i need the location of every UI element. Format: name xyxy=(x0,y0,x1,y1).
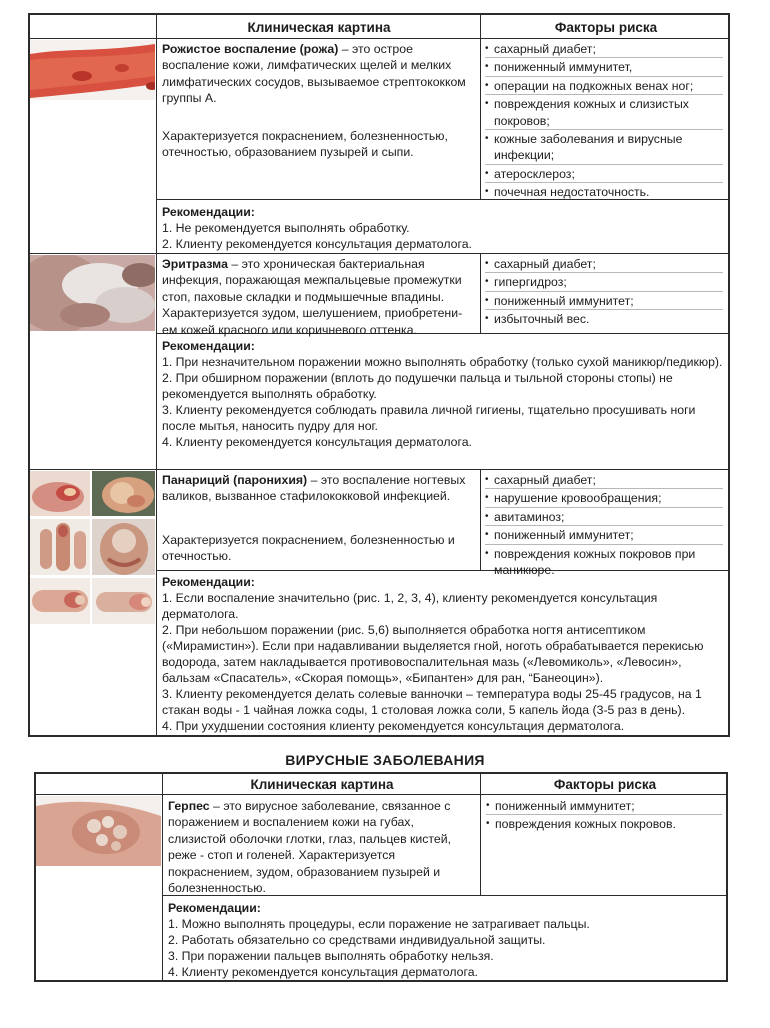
recommendations-title: Рекомендации: xyxy=(162,575,255,589)
herpes-recommendations xyxy=(168,900,722,980)
herpes-photo xyxy=(36,796,161,866)
recommendation-item: 2. При обширном поражении (вплоть до подушечки пальца и тыльной стороны стопы) не рекомендуется выполнять обработку. xyxy=(162,371,673,401)
table-divider xyxy=(480,469,481,570)
table-divider xyxy=(162,772,163,982)
panaritium-photo-2 xyxy=(92,471,155,516)
risk-item: • повреждения кожных покровов. xyxy=(486,816,722,832)
erysipelas-description: Рожистое воспаление (рожа) – это острое воспаление кожи, лимфатических щелей и мелких лимфатических сосудов, вызываемое стрептококком группы А. xyxy=(162,42,466,106)
recommendation-item: 3. При поражении пальцев выполнять обработку нельзя. xyxy=(168,949,494,963)
recommendation-item: 2. При небольшом поражении (рис. 5,6) выполняется обработка ногтя антисептиком («Мирамистин»). Если при надавливании выделяется гной, ноготь обрабатывается перекисью водорода, затем накладывается противовоспалительная мазь («Левомиколь», «Левосин», бальзам «Спасатель», «Скорая помощь», «Бипантен» для ран, “Банеоцин»). xyxy=(162,623,704,685)
risk-item: • почечная недостаточность. xyxy=(485,184,723,200)
risk-item: • пониженный иммунитет; xyxy=(485,527,723,544)
risk-item: • атеросклероз; xyxy=(485,166,723,183)
erythrasma-recommendations xyxy=(162,338,724,450)
recommendation-item: 1. Можно выполнять процедуры, если поражение не затрагивает пальцы. xyxy=(168,917,590,931)
recommendations-title: Рекомендации: xyxy=(168,901,261,915)
header-risks: Факторы риска xyxy=(554,20,658,35)
table-divider xyxy=(480,772,481,896)
panaritium-risk-list xyxy=(485,472,723,579)
erysipelas-recommendations xyxy=(162,204,722,252)
recommendation-item: 2. Клиенту рекомендуется консультация дерматолога. xyxy=(162,237,472,251)
risk-item: • сахарный диабет; xyxy=(485,41,723,58)
herpes-description: Герпес – это вирусное заболевание, связанное с поражением и воспалением кожи на губах, слизистой оболочки глотки, глаз, пальцев кистей, реже - стоп и голеней. Характеризуется покраснением, зудом, образованием пузырей и болезненностью. xyxy=(168,799,452,896)
risk-item: • авитаминоз; xyxy=(485,509,723,526)
recommendation-item: 2. Работать обязательно со средствами индивидуальной защиты. xyxy=(168,933,546,947)
erysipelas-risk-list xyxy=(485,41,723,202)
recommendation-item: 4. Клиенту рекомендуется консультация дерматолога. xyxy=(168,965,478,979)
recommendations-title: Рекомендации: xyxy=(162,339,255,353)
risk-item: • операции на подкожных венах ног; xyxy=(485,78,723,95)
recommendation-item: 1. Не рекомендуется выполнять обработку. xyxy=(162,221,410,235)
panaritium-description: Панариций (паронихия) – это воспаление ногтевых валиков, вызванное стафилококковой инфекцией. xyxy=(162,473,466,504)
erysipelas-name: Рожистое воспаление (рожа) xyxy=(162,42,339,56)
erysipelas-photo xyxy=(30,40,155,100)
recommendation-item: 3. Клиенту рекомендуется соблюдать правила личной гигиены, тщательно просушивать ноги после мытья, наносить пудру для ног. xyxy=(162,403,696,433)
panaritium-photo-5 xyxy=(30,578,90,624)
table-divider xyxy=(28,253,730,254)
panaritium-name: Панариций (паронихия) xyxy=(162,473,308,487)
recommendation-item: 4. При ухудшении состояния клиенту рекомендуется консультация дерматолога. xyxy=(162,719,625,733)
risk-item: • нарушение кровообращения; xyxy=(485,490,723,507)
risk-item: • повреждения кожных покровов при маникюре. xyxy=(485,546,723,579)
recommendation-item: 4. Клиенту рекомендуется консультация дерматолога. xyxy=(162,435,472,449)
herpes-name: Герпес xyxy=(168,799,210,813)
risk-item: • пониженный иммунитет; xyxy=(485,293,723,310)
header-clinical: Клиническая картина xyxy=(247,20,391,35)
table-divider xyxy=(34,794,728,795)
risk-item: • сахарный диабет; xyxy=(485,472,723,489)
panaritium-recommendations xyxy=(162,574,726,734)
risk-item: • повреждения кожных и слизистых покровов; xyxy=(485,96,723,130)
erythrasma-risk-list xyxy=(485,256,723,329)
panaritium-symptoms: Характеризуется покраснением, болезненностью и отечностью. xyxy=(162,533,455,564)
risk-item: • сахарный диабет; xyxy=(485,256,723,273)
risk-item: • гипергидроз; xyxy=(485,274,723,291)
erythrasma-photo xyxy=(30,255,155,331)
table-divider xyxy=(480,13,481,200)
recommendation-item: 1. Если воспаление значительно (рис. 1, 2, 3, 4), клиенту рекомендуется консультация дерматолога. xyxy=(162,591,658,621)
risk-item: • пониженный иммунитет, xyxy=(485,59,723,76)
table-divider xyxy=(480,254,481,333)
risk-item: • пониженный иммунитет; xyxy=(486,798,722,815)
recommendation-item: 1. При незначительном поражении можно выполнять обработку (только сухой маникюр/педикюр). xyxy=(162,355,723,369)
recommendation-item: 3. Клиенту рекомендуется делать солевые ванночки – температура воды 25-45 градусов, на 1 стакан воды - 1 чайная ложка соды, 1 столовая ложка соли, 5 капель йода (3-5 раз в день). xyxy=(162,687,702,717)
risk-item: • избыточный вес. xyxy=(485,311,723,327)
panaritium-photo-3 xyxy=(30,519,90,575)
herpes-risk-list xyxy=(486,798,722,834)
table-divider xyxy=(28,469,730,470)
header-clinical: Клиническая картина xyxy=(250,777,394,792)
recommendations-title: Рекомендации: xyxy=(162,205,255,219)
erythrasma-name: Эритразма xyxy=(162,257,228,271)
panaritium-photo-1 xyxy=(30,471,90,516)
table-divider xyxy=(156,13,157,737)
erythrasma-description: Эритразма – это хроническая бактериальная инфекция, поражающая межпальцевые промежутки стоп, паховые складки и подмышечные впадины. Характеризуется зудом, шелушением, приобретени-ем кожей красного или коричневого оттенка. xyxy=(162,257,463,337)
section-title: ВИРУСНЫЕ ЗАБОЛЕВАНИЯ xyxy=(285,752,485,768)
erysipelas-symptoms: Характеризуется покраснением, болезненностью, отечностью, образованием пузырей и сыпи. xyxy=(162,129,448,160)
panaritium-photo-6 xyxy=(92,578,155,624)
header-risks: Факторы риска xyxy=(553,777,657,792)
table-divider xyxy=(28,38,730,39)
panaritium-photo-4 xyxy=(92,519,155,575)
risk-item: • кожные заболевания и вирусные инфекции; xyxy=(485,131,723,165)
